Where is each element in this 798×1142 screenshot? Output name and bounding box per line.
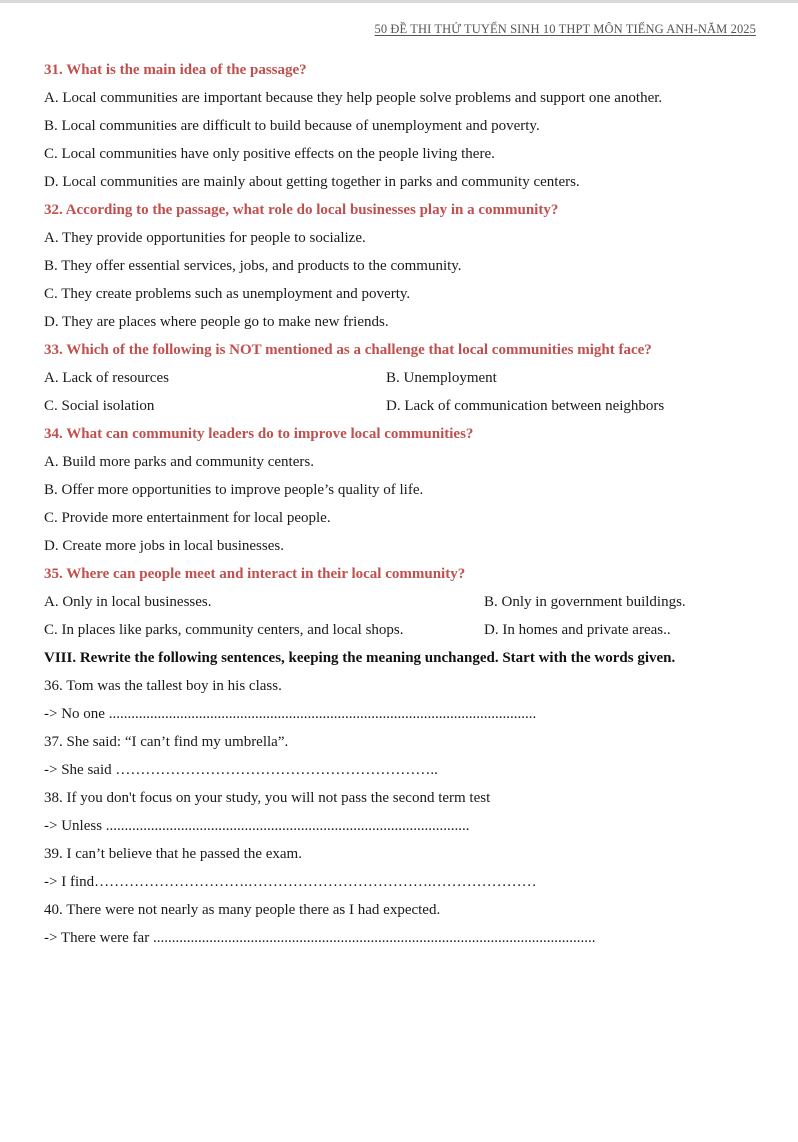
question-33-row-1 [44, 364, 764, 392]
question-31-option-b: B. Local communities are difficult to build because of unemployment and poverty. [44, 118, 540, 134]
page-content [44, 56, 764, 952]
question-35-option-c: C. In places like parks, community centers, and local shops. [44, 622, 404, 638]
question-31-option-c: C. Local communities have only positive effects on the people living there. [44, 146, 495, 162]
question-33-option-a: A. Lack of resources [44, 370, 169, 386]
question-34-stem: 34. What can community leaders do to improve local communities? [44, 426, 474, 442]
rewrite-36-prompt: 36. Tom was the tallest boy in his class. [44, 678, 282, 694]
question-34-option-a: A. Build more parks and community centers. [44, 454, 314, 470]
top-rule [0, 0, 798, 3]
rewrite-39-answer-line: -> I find………………………….……………………………….………………… [44, 874, 537, 890]
question-32-stem: 32. According to the passage, what role do local businesses play in a community? [44, 202, 559, 218]
question-33-stem: 33. Which of the following is NOT mentioned as a challenge that local communities might face? [44, 342, 652, 358]
rewrite-38-prompt: 38. If you don't focus on your study, you will not pass the second term test [44, 790, 491, 806]
section-8-heading: VIII. Rewrite the following sentences, keeping the meaning unchanged. Start with the words given. [44, 650, 676, 666]
question-33-row-2 [44, 392, 764, 420]
question-33-option-c: C. Social isolation [44, 398, 155, 414]
question-35-option-b: B. Only in government buildings. [484, 594, 686, 610]
question-32-option-d: D. They are places where people go to make new friends. [44, 314, 389, 330]
question-34-option-c: C. Provide more entertainment for local people. [44, 510, 331, 526]
rewrite-38-answer-line: -> Unless ................................................................................................. [44, 818, 470, 834]
question-33-option-d: D. Lack of communication between neighbors [386, 398, 665, 414]
rewrite-37-answer-line: -> She said ……………………………………………………….. [44, 762, 438, 778]
question-31-option-a: A. Local communities are important because they help people solve problems and support one another. [44, 90, 663, 106]
question-31-option-d: D. Local communities are mainly about getting together in parks and community centers. [44, 174, 580, 190]
rewrite-39-prompt: 39. I can’t believe that he passed the exam. [44, 846, 302, 862]
question-32-option-b: B. They offer essential services, jobs, and products to the community. [44, 258, 462, 274]
page-header: 50 ĐỀ THI THỬ TUYỂN SINH 10 THPT MÔN TIẾNG ANH-NĂM 2025 [374, 22, 756, 36]
rewrite-36-answer-line: -> No one .................................................................................................................. [44, 706, 537, 722]
question-33-option-b: B. Unemployment [386, 370, 497, 386]
question-35-row-1 [44, 588, 764, 616]
question-31-stem: 31. What is the main idea of the passage? [44, 62, 307, 78]
rewrite-40-prompt: 40. There were not nearly as many people there as I had expected. [44, 902, 441, 918]
question-35-option-d: D. In homes and private areas.. [484, 622, 671, 638]
question-32-option-a: A. They provide opportunities for people to socialize. [44, 230, 366, 246]
rewrite-40-answer-line: -> There were far ...................................................................................................................... [44, 930, 596, 946]
question-35-row-2 [44, 616, 764, 644]
question-34-option-b: B. Offer more opportunities to improve people’s quality of life. [44, 482, 424, 498]
question-35-option-a: A. Only in local businesses. [44, 594, 212, 610]
question-35-stem: 35. Where can people meet and interact in their local community? [44, 566, 466, 582]
rewrite-37-prompt: 37. She said: “I can’t find my umbrella”. [44, 734, 289, 750]
question-32-option-c: C. They create problems such as unemployment and poverty. [44, 286, 411, 302]
question-34-option-d: D. Create more jobs in local businesses. [44, 538, 284, 554]
